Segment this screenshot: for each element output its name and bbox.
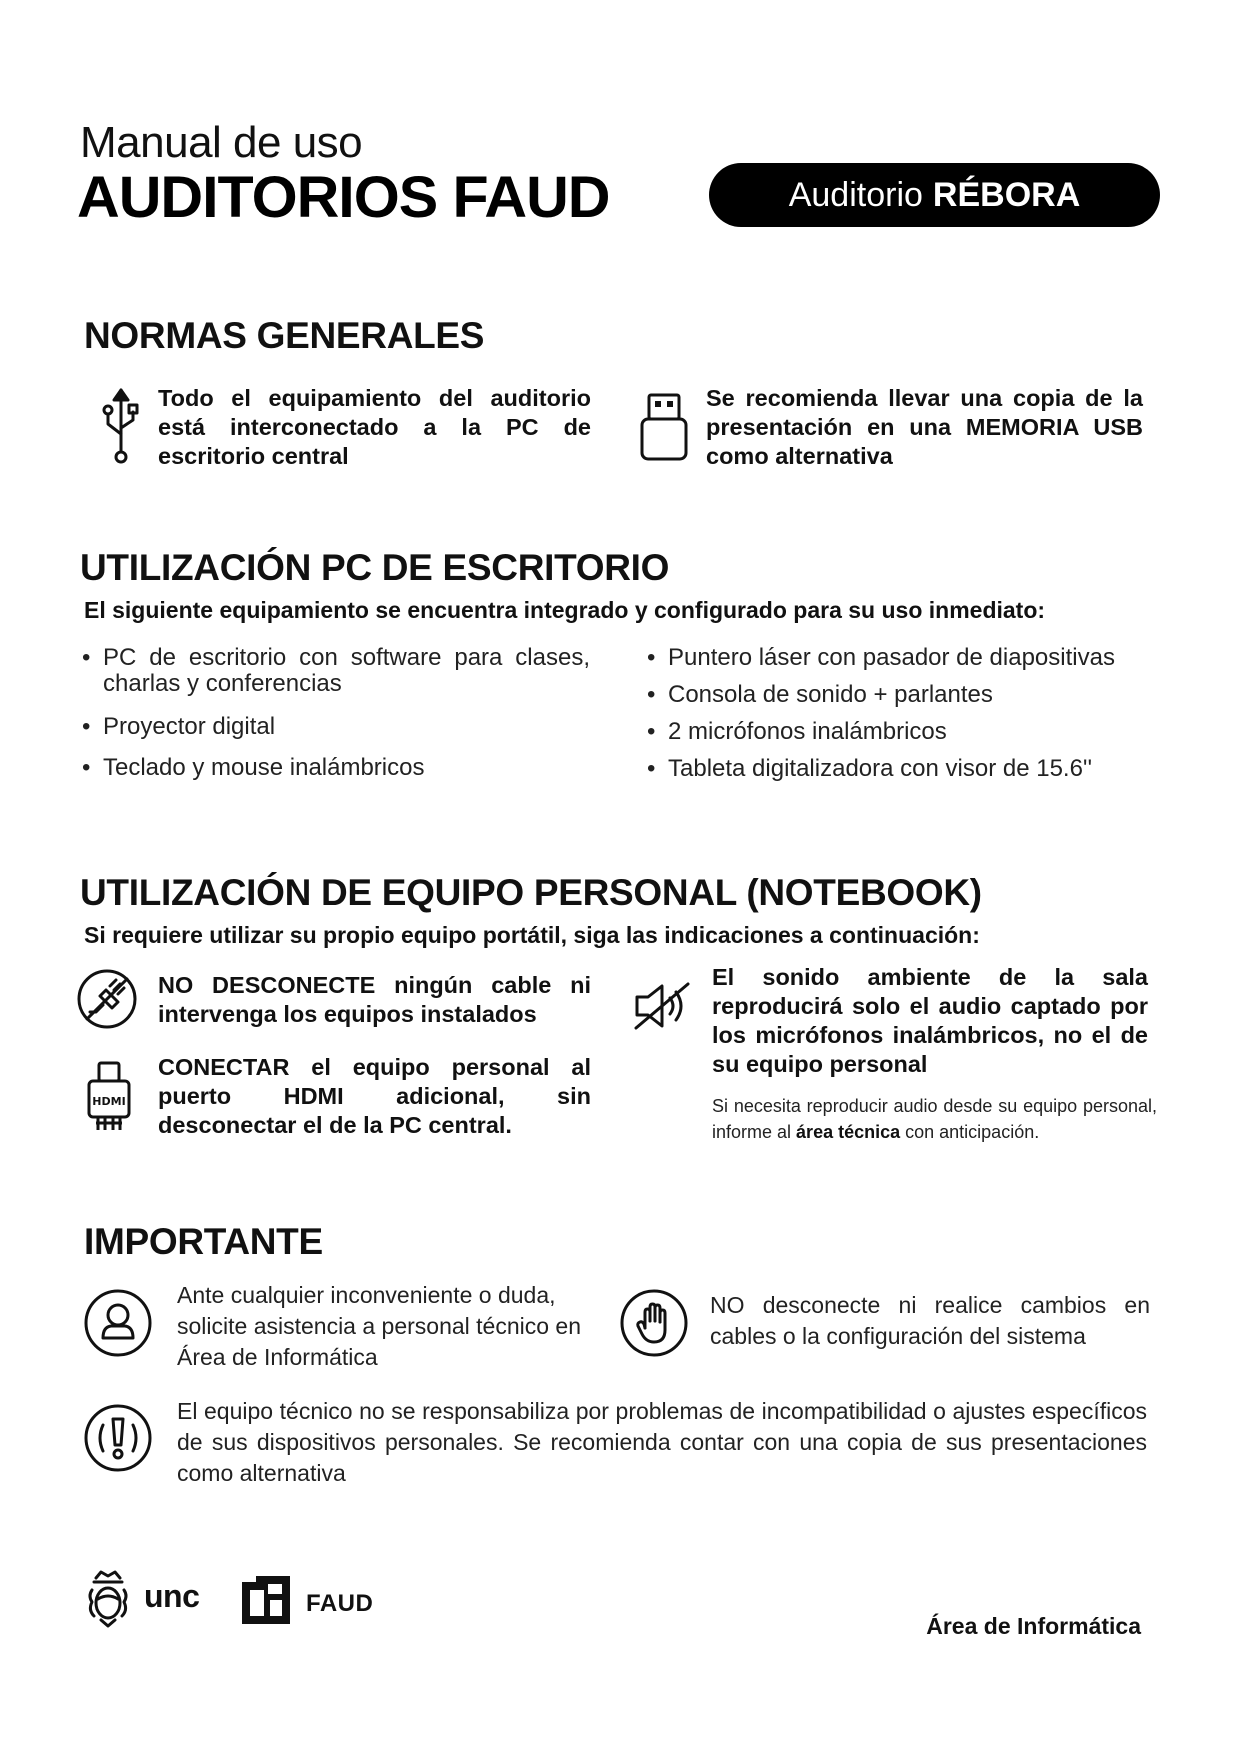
pc-lead-text: El siguiente equipamiento se encuentra integrado y configurado para su uso inmediato: [84,597,1046,623]
badge-name: RÉBORA [932,175,1081,214]
hdmi-icon-label: HDMI [92,1095,126,1108]
muted-speaker-icon [632,980,694,1032]
hdmi-text: CONECTAR el equipo personal al puerto HDMI adicional, sin desconectar el de la PC central. [158,1054,591,1138]
normas-item-usb-text: Todo el equipamiento del auditorio está interconectado a la PC de escritorio central [158,385,591,469]
stop-hand-icon [619,1288,689,1358]
no-disconnect-text: NO DESCONECTE ningún cable ni intervenga los equipos instalados [158,972,591,1027]
auditorium-badge [709,163,1160,227]
sound-note-text-end: con anticipación. [900,1122,1040,1142]
section-heading-importante: IMPORTANTE [84,1221,323,1262]
section-heading-normas: NORMAS GENERALES [84,315,485,356]
unc-logo-text: unc [144,1578,200,1614]
sound-text: El sonido ambiente de la sala reproducirá solo el audio captado por los micrófonos inalámbricos, no el de su equipo personal [712,964,1148,1077]
faud-logo-text: FAUD [306,1590,374,1617]
document-subtitle: Manual de uso [80,118,363,167]
help-text: Ante cualquier inconveniente o duda, solicite asistencia a personal técnico en Área de Informática [177,1282,582,1370]
disclaimer-text: El equipo técnico no se responsabiliza por problemas de incompatibilidad o ajustes específicos de sus dispositivos personales. Se recomienda contar con una copia de sus presentaciones como alternativa [177,1398,1147,1486]
list-item: • Puntero láser con pasador de diapositivas [645,645,1165,671]
footer-area-label: Área de Informática [926,1613,1141,1639]
list-item: • 2 micrófonos inalámbricos [645,719,1165,745]
faud-logo [238,1572,294,1628]
list-item: • Proyector digital [80,714,590,740]
usb-icon [100,386,142,466]
no-changes-text: NO desconecte ni realice cambios en cables o la configuración del sistema [710,1292,1150,1349]
hdmi-icon [86,1060,132,1136]
pc-equipment-list-left [80,645,590,781]
document-title: AUDITORIOS FAUD [77,165,610,230]
list-item: • Teclado y mouse inalámbricos [80,755,590,781]
sound-note-emphasis: área técnica [796,1122,901,1142]
normas-item-usb-drive-text: Se recomienda llevar una copia de la presentación en una MEMORIA USB como alternativa [706,385,1143,469]
warning-icon [83,1403,153,1473]
list-item: • PC de escritorio con software para clases, charlas y conferencias [80,645,590,697]
section-heading-notebook: UTILIZACIÓN DE EQUIPO PERSONAL (NOTEBOOK) [80,872,982,913]
list-item: • Tableta digitalizadora con visor de 15.6'' [645,756,1165,782]
pc-equipment-list-right [645,645,1165,782]
badge-prefix: Auditorio [788,175,923,214]
notebook-lead-text: Si requiere utilizar su propio equipo portátil, siga las indicaciones a continuación: [84,922,980,948]
user-support-icon [83,1288,153,1358]
sound-note [712,1093,1157,1145]
section-heading-pc: UTILIZACIÓN PC DE ESCRITORIO [80,547,670,588]
no-unplug-icon [76,968,138,1030]
usb-drive-icon [639,392,689,462]
list-item: • Consola de sonido + parlantes [645,682,1165,708]
unc-logo [84,1566,132,1630]
sound-note-text: Si necesita reproducir audio desde su equipo personal, informe al [712,1096,1157,1142]
